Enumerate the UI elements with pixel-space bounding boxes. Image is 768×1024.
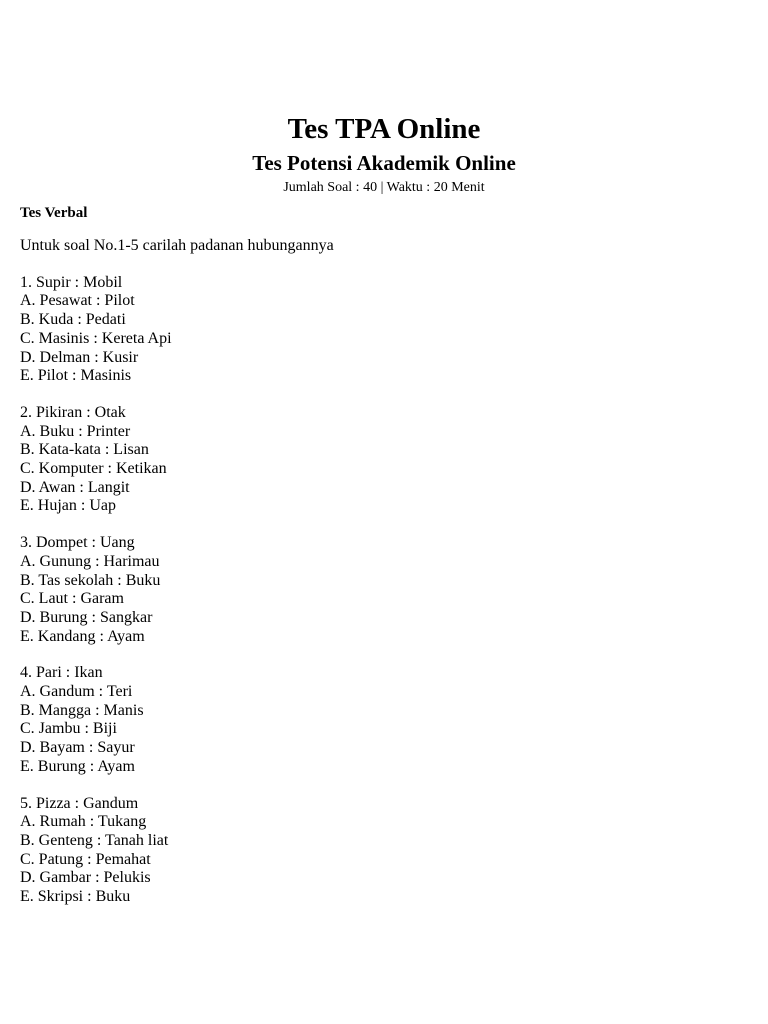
page-title: Tes TPA Online xyxy=(287,113,481,145)
answer-option: A. Pesawat : Pilot xyxy=(20,292,135,310)
answer-option: A. Gunung : Harimau xyxy=(20,552,160,570)
answer-option: C. Laut : Garam xyxy=(20,590,124,608)
answer-option: B. Mangga : Manis xyxy=(20,701,144,719)
question-stem: 3. Dompet : Uang xyxy=(20,534,135,552)
answer-option: C. Jambu : Biji xyxy=(20,720,117,738)
answer-option: D. Burung : Sangkar xyxy=(20,608,153,626)
answer-option: E. Skripsi : Buku xyxy=(20,888,131,906)
test-info: Jumlah Soal : 40 | Waktu : 20 Menit xyxy=(283,180,485,195)
question-stem: 1. Supir : Mobil xyxy=(20,273,123,291)
answer-option: A. Gandum : Teri xyxy=(20,683,133,701)
answer-option: B. Genteng : Tanah liat xyxy=(20,831,169,849)
question-stem: 4. Pari : Ikan xyxy=(20,664,103,682)
answer-option: B. Kata-kata : Lisan xyxy=(20,441,149,459)
answer-option: A. Buku : Printer xyxy=(20,422,131,440)
instruction-text: Untuk soal No.1-5 carilah padanan hubungannya xyxy=(20,237,334,254)
answer-option: E. Burung : Ayam xyxy=(20,757,135,775)
page-subtitle: Tes Potensi Akademik Online xyxy=(252,151,516,175)
answer-option: E. Kandang : Ayam xyxy=(20,627,145,645)
answer-option: A. Rumah : Tukang xyxy=(20,813,147,831)
answer-option: D. Gambar : Pelukis xyxy=(20,869,151,887)
answer-option: B. Kuda : Pedati xyxy=(20,311,126,329)
question-3 xyxy=(20,534,740,646)
question-2 xyxy=(20,404,740,516)
answer-option: D. Delman : Kusir xyxy=(20,348,139,366)
answer-option: B. Tas sekolah : Buku xyxy=(20,571,161,589)
answer-option: D. Bayam : Sayur xyxy=(20,739,135,757)
answer-option: E. Pilot : Masinis xyxy=(20,367,132,385)
section-heading: Tes Verbal xyxy=(20,205,88,221)
answer-option: C. Patung : Pemahat xyxy=(20,850,151,868)
question-4 xyxy=(20,664,740,776)
question-stem: 5. Pizza : Gandum xyxy=(20,794,139,812)
answer-option: E. Hujan : Uap xyxy=(20,497,116,515)
answer-option: D. Awan : Langit xyxy=(20,478,130,496)
question-1 xyxy=(20,274,740,386)
answer-option: C. Komputer : Ketikan xyxy=(20,460,167,478)
question-5 xyxy=(20,795,740,907)
question-list xyxy=(20,237,740,925)
answer-option: C. Masinis : Kereta Api xyxy=(20,329,172,347)
question-stem: 2. Pikiran : Otak xyxy=(20,403,126,421)
